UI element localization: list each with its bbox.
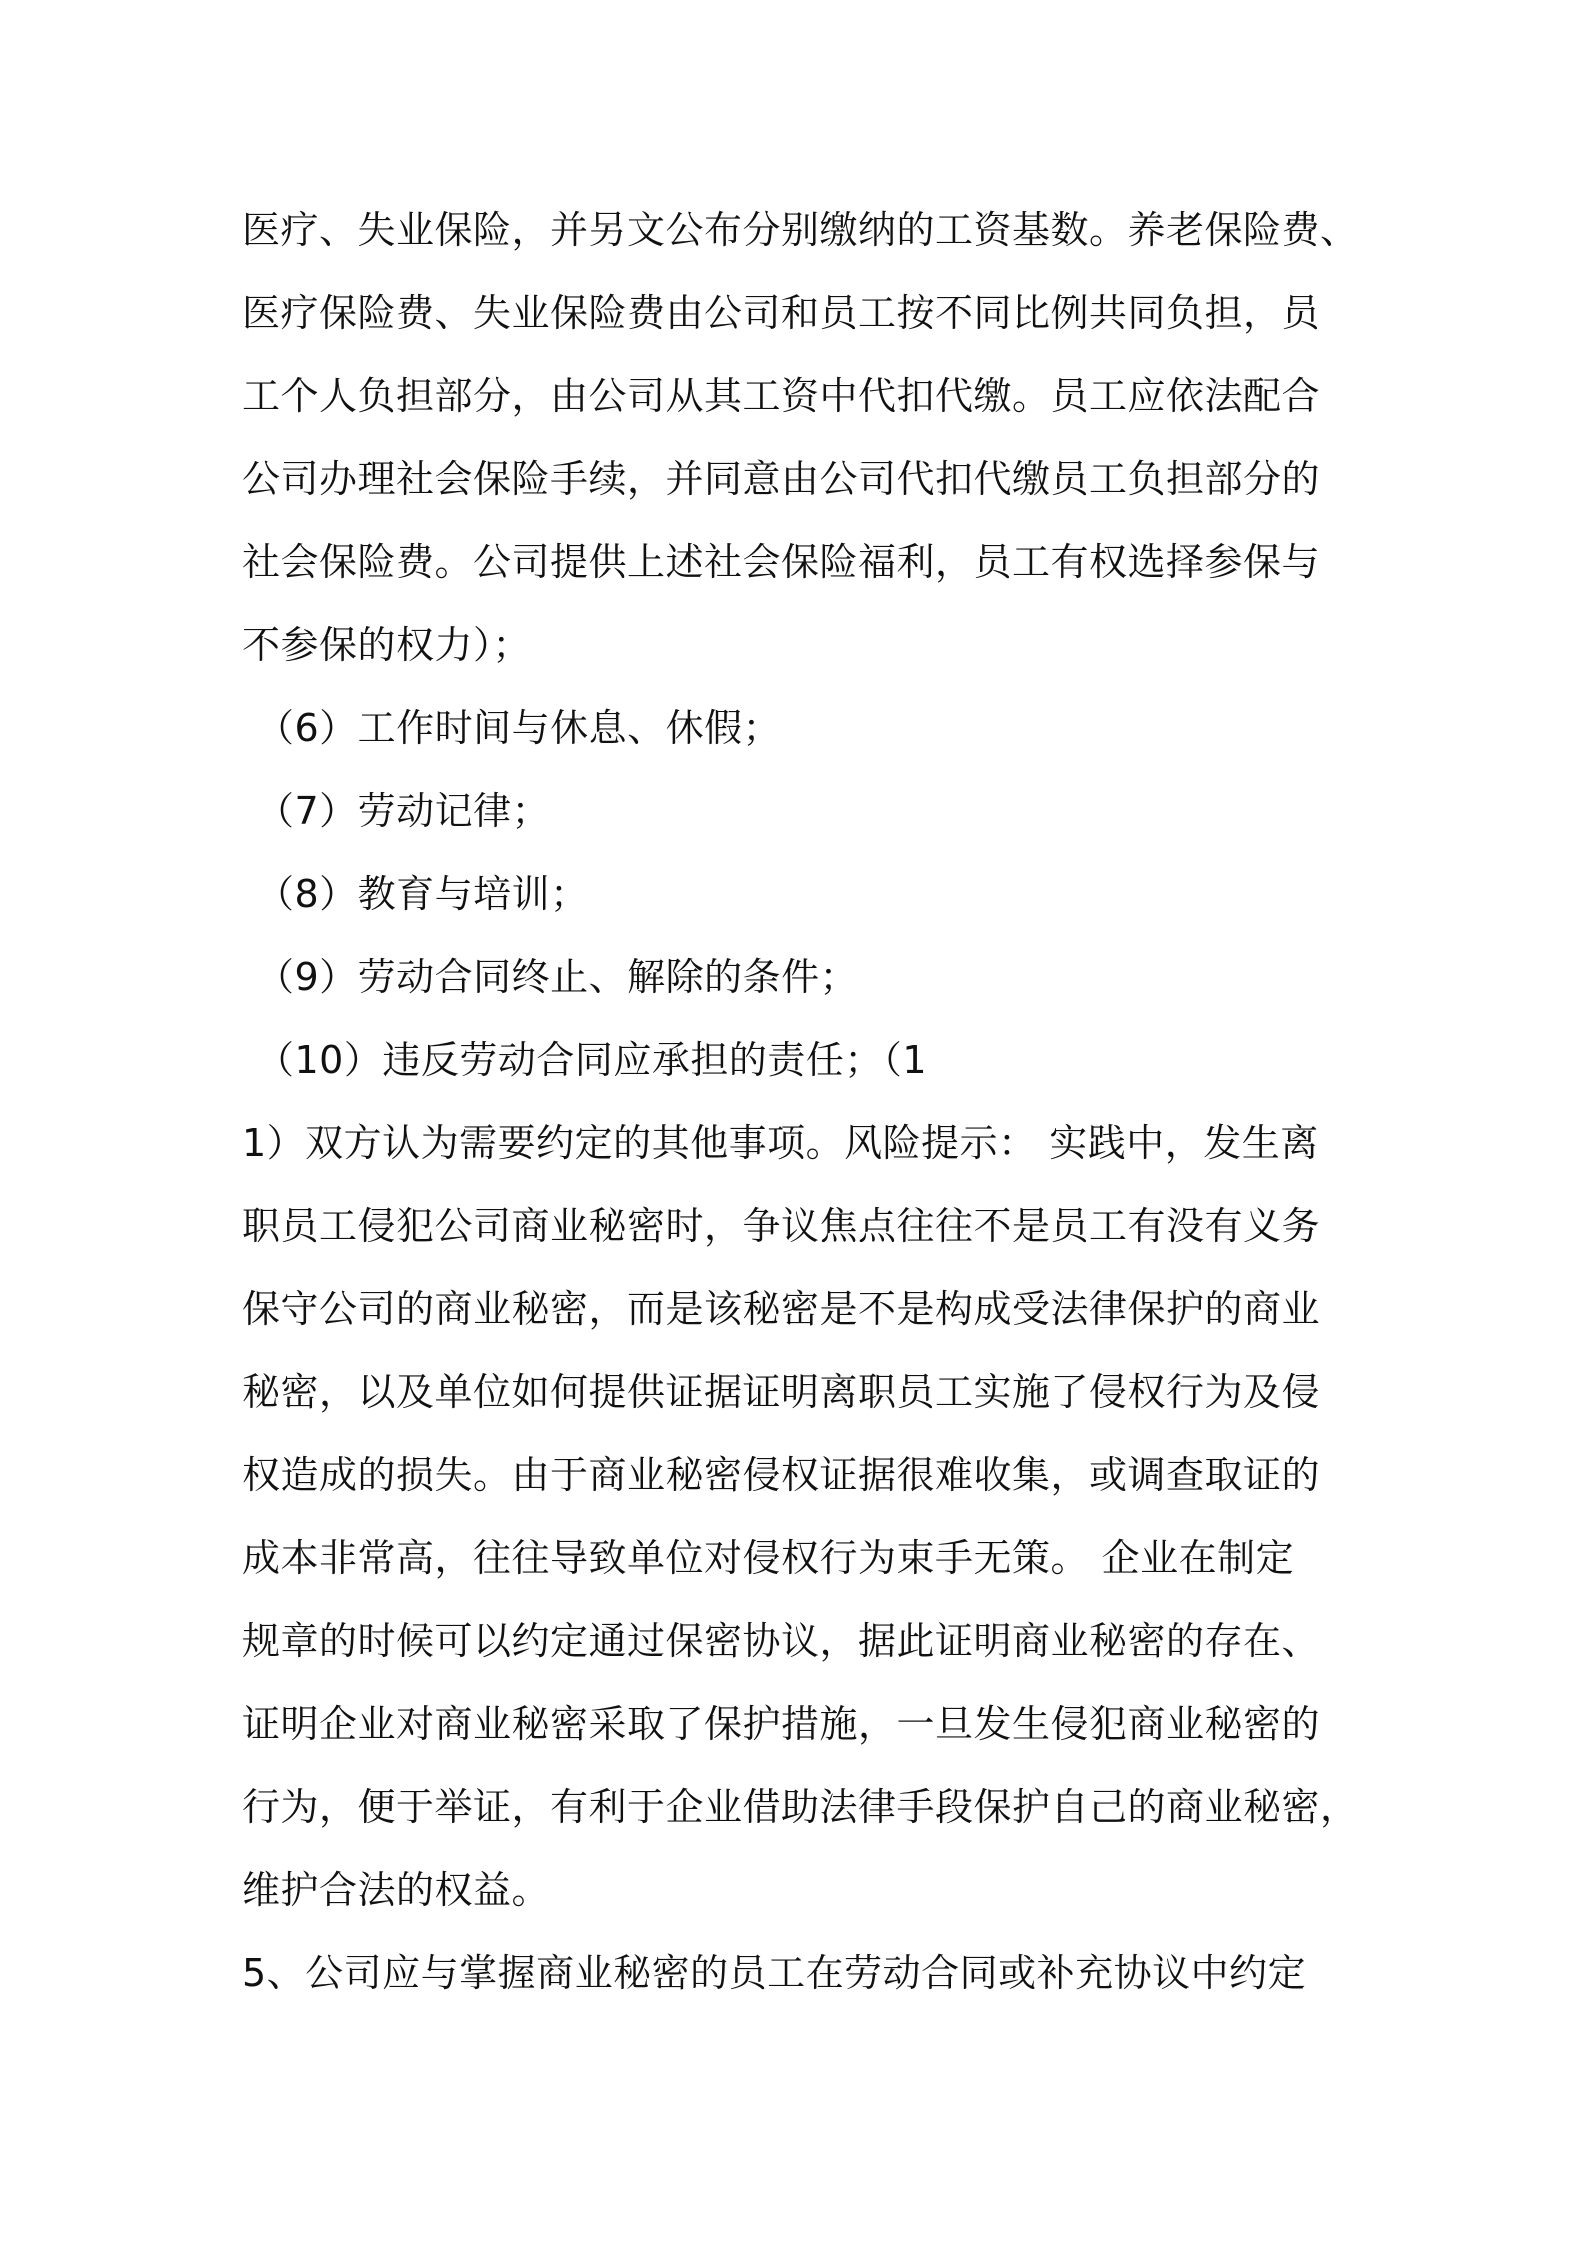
text-line: 保守公司的商业秘密，而是该秘密是不是构成受法律保护的商业 [242,1287,1321,1331]
text-line: 行为，便于举证，有利于企业借助法律手段保护自己的商业秘密， [242,1785,1359,1829]
list-item: （6）工作时间与休息、休假； [256,706,782,750]
text-line: 权造成的损失。由于商业秘密侵权证据很难收集，或调查取证的 [242,1453,1321,1497]
list-item: （9）劳动合同终止、解除的条件； [256,955,859,999]
text-line: 规章的时候可以约定通过保密协议，据此证明商业秘密的存在、 [242,1619,1321,1663]
list-item: （8）教育与培训； [256,872,589,916]
text-line: 维护合法的权益。 [242,1868,551,1912]
text-line: 1）双方认为需要约定的其他事项。风险提示： 实践中，发生离 [242,1121,1319,1165]
text-line: 5、公司应与掌握商业秘密的员工在劳动合同或补充协议中约定 [242,1951,1307,1995]
text-line: 证明企业对商业秘密采取了保护措施，一旦发生侵犯商业秘密的 [242,1702,1321,1746]
text-line: 成本非常高，往往导致单位对侵权行为束手无策。 企业在制定 [242,1536,1295,1580]
text-line: 医疗保险费、失业保险费由公司和员工按不同比例共同负担，员 [242,291,1321,335]
text-line: 职员工侵犯公司商业秘密时，争议焦点往往不是员工有没有义务 [242,1204,1321,1248]
text-line: 公司办理社会保险手续，并同意由公司代扣代缴员工负担部分的 [242,457,1321,501]
text-line: 医疗、失业保险，并另文公布分别缴纳的工资基数。养老保险费、 [242,208,1359,252]
list-item: （10）违反劳动合同应承担的责任；（1 [256,1038,928,1082]
text-line: 不参保的权力）； [242,623,532,667]
list-item: （7）劳动记律； [256,789,551,833]
text-line: 社会保险费。公司提供上述社会保险福利，员工有权选择参保与 [242,540,1321,584]
text-line: 工个人负担部分，由公司从其工资中代扣代缴。员工应依法配合 [242,374,1321,418]
text-line: 秘密，以及单位如何提供证据证明离职员工实施了侵权行为及侵 [242,1370,1321,1414]
